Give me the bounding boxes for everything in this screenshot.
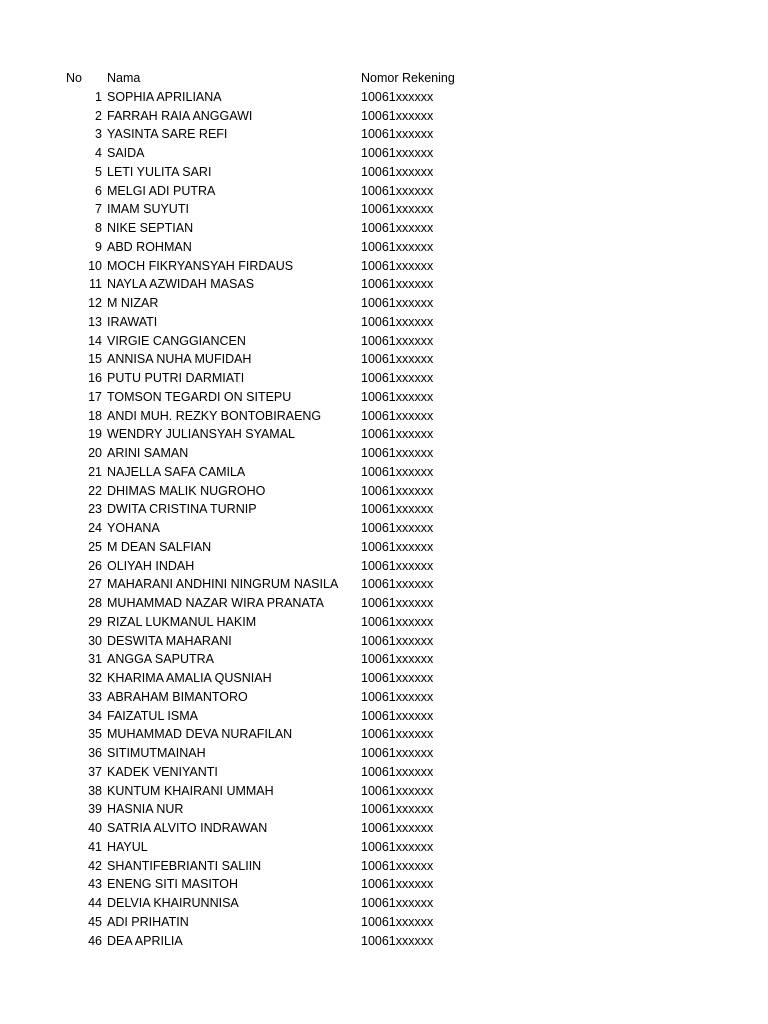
row-name: SOPHIA APRILIANA — [107, 89, 222, 104]
row-account-number: 10061xxxxxx — [361, 239, 434, 254]
row-number: 13 — [88, 314, 102, 329]
row-number: 6 — [95, 183, 102, 198]
row-number: 31 — [88, 652, 102, 667]
row-name: DELVIA KHAIRUNNISA — [107, 896, 239, 910]
row-account-number: 10061xxxxxx — [361, 539, 434, 554]
row-account-number: 10061xxxxxx — [361, 521, 434, 535]
table-row — [0, 763, 768, 782]
row-account-number: 10061xxxxxx — [361, 727, 434, 742]
table-row — [0, 257, 768, 276]
row-account-number: 10061xxxxxx — [361, 89, 434, 104]
table-row — [0, 782, 768, 801]
row-name: OLIYAH INDAH — [107, 558, 195, 573]
row-account-number: 10061xxxxxx — [361, 371, 434, 385]
row-name: FARRAH RAIA ANGGAWI — [107, 108, 253, 123]
table-row — [0, 800, 768, 819]
row-number: 28 — [88, 596, 102, 610]
row-name: DHIMAS MALIK NUGROHO — [107, 483, 266, 498]
table-row — [0, 594, 768, 613]
row-account-number: 10061xxxxxx — [361, 108, 434, 123]
table-row — [0, 669, 768, 688]
row-name: ARINI SAMAN — [107, 446, 189, 460]
row-account-number: 10061xxxxxx — [361, 764, 434, 779]
row-account-number: 10061xxxxxx — [361, 296, 434, 310]
row-number: 26 — [88, 558, 102, 573]
row-account-number: 10061xxxxxx — [361, 746, 434, 760]
table-row — [0, 219, 768, 238]
row-name: MOCH FIKRYANSYAH FIRDAUS — [107, 258, 294, 273]
column-header-nama: Nama — [107, 71, 141, 85]
table-row — [0, 313, 768, 332]
table-row — [0, 144, 768, 163]
row-number: 17 — [88, 389, 102, 404]
row-account-number: 10061xxxxxx — [361, 446, 434, 460]
row-account-number: 10061xxxxxx — [361, 408, 434, 423]
account-list-table — [0, 69, 768, 950]
table-row — [0, 500, 768, 519]
row-account-number: 10061xxxxxx — [361, 483, 434, 498]
row-name: KHARIMA AMALIA QUSNIAH — [107, 671, 272, 685]
row-account-number: 10061xxxxxx — [361, 502, 434, 517]
table-row — [0, 482, 768, 501]
row-number: 11 — [89, 277, 102, 292]
table-row — [0, 519, 768, 538]
row-account-number: 10061xxxxxx — [361, 896, 434, 910]
row-number: 2 — [95, 108, 102, 123]
row-name: DWITA CRISTINA TURNIP — [107, 502, 257, 517]
table-row — [0, 538, 768, 557]
row-name: HAYUL — [107, 839, 148, 854]
row-number: 40 — [88, 821, 102, 835]
row-number: 25 — [88, 539, 102, 554]
row-name: MELGI ADI PUTRA — [107, 183, 216, 198]
row-name: DESWITA MAHARANI — [107, 633, 232, 648]
row-account-number: 10061xxxxxx — [361, 596, 434, 610]
row-number: 30 — [88, 633, 102, 648]
row-account-number: 10061xxxxxx — [361, 221, 434, 235]
row-name: PUTU PUTRI DARMIATI — [107, 371, 245, 385]
table-row — [0, 875, 768, 894]
table-row — [0, 350, 768, 369]
table-row — [0, 838, 768, 857]
table-row — [0, 632, 768, 651]
row-account-number: 10061xxxxxx — [361, 671, 434, 685]
row-account-number: 10061xxxxxx — [361, 258, 434, 273]
row-account-number: 10061xxxxxx — [361, 352, 434, 367]
row-number: 12 — [88, 296, 102, 310]
row-name: TOMSON TEGARDI ON SITEPU — [107, 389, 292, 404]
row-account-number: 10061xxxxxx — [361, 783, 434, 798]
row-number: 20 — [88, 446, 102, 460]
table-row — [0, 388, 768, 407]
table-row — [0, 294, 768, 313]
table-row — [0, 650, 768, 669]
row-name: IRAWATI — [107, 314, 158, 329]
column-header-no: No — [66, 71, 82, 85]
row-name: LETI YULITA SARI — [107, 164, 212, 179]
row-number: 38 — [88, 783, 102, 798]
row-number: 44 — [88, 896, 102, 910]
row-account-number: 10061xxxxxx — [361, 277, 434, 292]
row-number: 33 — [88, 689, 102, 704]
row-number: 45 — [88, 914, 102, 929]
row-name: ADI PRIHATIN — [107, 914, 189, 929]
row-name: IMAM SUYUTI — [107, 202, 189, 217]
table-row — [0, 613, 768, 632]
row-number: 4 — [95, 146, 102, 160]
row-name: ABD ROHMAN — [107, 239, 192, 254]
row-name: ENENG SITI MASITOH — [107, 877, 239, 892]
row-number: 46 — [88, 933, 102, 948]
table-row — [0, 163, 768, 182]
row-number: 27 — [88, 577, 102, 592]
row-account-number: 10061xxxxxx — [361, 652, 434, 667]
table-row — [0, 894, 768, 913]
row-number: 9 — [95, 239, 102, 254]
row-number: 43 — [88, 877, 102, 892]
row-account-number: 10061xxxxxx — [361, 877, 434, 892]
row-account-number: 10061xxxxxx — [361, 633, 434, 648]
table-row — [0, 463, 768, 482]
row-name: SATRIA ALVITO INDRAWAN — [107, 821, 268, 835]
row-number: 36 — [88, 746, 102, 760]
row-name: KADEK VENIYANTI — [107, 764, 218, 779]
row-account-number: 10061xxxxxx — [361, 802, 434, 817]
row-account-number: 10061xxxxxx — [361, 164, 434, 179]
table-row — [0, 369, 768, 388]
row-name: MAHARANI ANDHINI NINGRUM NASILA — [107, 577, 339, 592]
table-row — [0, 182, 768, 201]
row-name: NAJELLA SAFA CAMILA — [107, 464, 246, 479]
row-account-number: 10061xxxxxx — [361, 389, 434, 404]
row-number: 8 — [95, 221, 102, 235]
row-account-number: 10061xxxxxx — [361, 427, 434, 442]
row-name: ANDI MUH. REZKY BONTOBIRAENG — [107, 408, 322, 423]
table-row — [0, 557, 768, 576]
table-row — [0, 575, 768, 594]
row-account-number: 10061xxxxxx — [361, 333, 434, 348]
row-account-number: 10061xxxxxx — [361, 689, 434, 704]
table-row — [0, 125, 768, 144]
row-name: KUNTUM KHAIRANI UMMAH — [107, 783, 274, 798]
row-account-number: 10061xxxxxx — [361, 183, 434, 198]
row-name: WENDRY JULIANSYAH SYAMAL — [107, 427, 296, 442]
row-name: NAYLA AZWIDAH MASAS — [107, 277, 255, 292]
row-number: 41 — [88, 839, 102, 854]
row-account-number: 10061xxxxxx — [361, 464, 434, 479]
table-row — [0, 407, 768, 426]
row-account-number: 10061xxxxxx — [361, 858, 434, 873]
row-number: 1 — [95, 89, 102, 104]
row-number: 29 — [88, 614, 102, 629]
row-account-number: 10061xxxxxx — [361, 821, 434, 835]
row-account-number: 10061xxxxxx — [361, 914, 434, 929]
row-number: 19 — [88, 427, 102, 442]
row-name: M DEAN SALFIAN — [107, 539, 212, 554]
row-number: 3 — [95, 127, 102, 142]
table-row — [0, 425, 768, 444]
row-name: SAIDA — [107, 146, 145, 160]
row-name: YOHANA — [107, 521, 160, 535]
row-name: ABRAHAM BIMANTORO — [107, 689, 248, 704]
row-number: 32 — [88, 671, 102, 685]
row-number: 35 — [88, 727, 102, 742]
row-name: MUHAMMAD NAZAR WIRA PRANATA — [107, 596, 324, 610]
row-name: NIKE SEPTIAN — [107, 221, 194, 235]
row-number: 7 — [95, 202, 102, 217]
table-row — [0, 688, 768, 707]
table-row — [0, 107, 768, 126]
table-row — [0, 932, 768, 951]
table-row — [0, 200, 768, 219]
row-name: VIRGIE CANGGIANCEN — [107, 333, 246, 348]
row-account-number: 10061xxxxxx — [361, 708, 434, 723]
row-name: DEA APRILIA — [107, 933, 183, 948]
table-row — [0, 707, 768, 726]
row-number: 34 — [88, 708, 102, 723]
row-number: 15 — [88, 352, 102, 367]
table-row — [0, 857, 768, 876]
table-header-row — [0, 69, 768, 88]
row-account-number: 10061xxxxxx — [361, 577, 434, 592]
table-row — [0, 913, 768, 932]
row-number: 14 — [88, 333, 102, 348]
table-row — [0, 238, 768, 257]
row-account-number: 10061xxxxxx — [361, 314, 434, 329]
row-number: 5 — [95, 164, 102, 179]
row-name: HASNIA NUR — [107, 802, 184, 817]
row-number: 22 — [88, 483, 102, 498]
row-number: 16 — [88, 371, 102, 385]
row-name: FAIZATUL ISMA — [107, 708, 198, 723]
row-name: M NIZAR — [107, 296, 159, 310]
table-row — [0, 332, 768, 351]
table-row — [0, 275, 768, 294]
row-number: 24 — [88, 521, 102, 535]
table-body — [0, 88, 768, 951]
column-header-rekening: Nomor Rekening — [361, 71, 455, 85]
row-number: 18 — [88, 408, 102, 423]
row-number: 10 — [88, 258, 102, 273]
row-account-number: 10061xxxxxx — [361, 558, 434, 573]
table-row — [0, 725, 768, 744]
row-account-number: 10061xxxxxx — [361, 202, 434, 217]
row-number: 23 — [88, 502, 102, 517]
row-name: SITIMUTMAINAH — [107, 746, 206, 760]
row-number: 37 — [88, 764, 102, 779]
row-name: YASINTA SARE REFI — [107, 127, 228, 142]
row-name: ANNISA NUHA MUFIDAH — [107, 352, 252, 367]
row-account-number: 10061xxxxxx — [361, 839, 434, 854]
row-name: RIZAL LUKMANUL HAKIM — [107, 614, 257, 629]
table-row — [0, 744, 768, 763]
row-number: 39 — [88, 802, 102, 817]
row-account-number: 10061xxxxxx — [361, 146, 434, 160]
table-row — [0, 819, 768, 838]
row-name: SHANTIFEBRIANTI SALIIN — [107, 858, 262, 873]
row-account-number: 10061xxxxxx — [361, 933, 434, 948]
row-account-number: 10061xxxxxx — [361, 127, 434, 142]
row-number: 21 — [88, 464, 102, 479]
table-row — [0, 88, 768, 107]
table-row — [0, 444, 768, 463]
row-name: MUHAMMAD DEVA NURAFILAN — [107, 727, 293, 742]
row-account-number: 10061xxxxxx — [361, 614, 434, 629]
row-number: 42 — [88, 858, 102, 873]
row-name: ANGGA SAPUTRA — [107, 652, 214, 667]
